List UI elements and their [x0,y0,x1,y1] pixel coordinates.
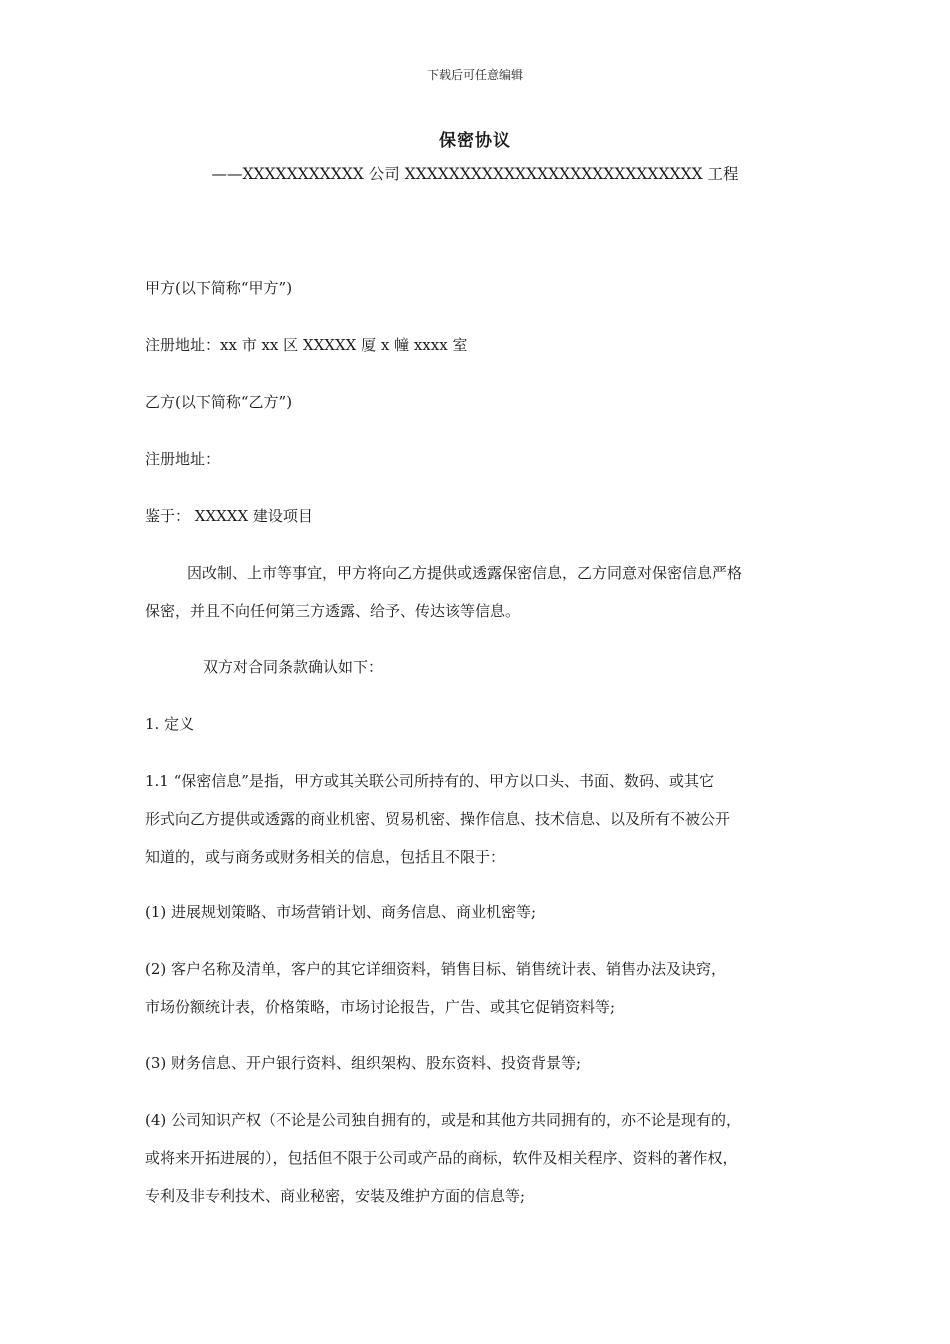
header-note: 下载后可任意编辑 [426,68,523,82]
section-1-block [145,705,810,743]
whereas-line: 鉴于： XXXXX 建设项目 [145,507,313,525]
document-title: 保密协议 [439,131,511,151]
party-b-line: 乙方(以下简称“乙方”) [145,393,293,411]
clause-1-1-line-3: 知道的，或与商务或财务相关的信息，包括且不限于： [145,848,506,866]
item-2-block [145,950,810,1026]
address-a-line: 注册地址：xx 市 xx 区 XXXXX 厦 x 幢 xxxx 室 [145,336,468,354]
party-a-line: 甲方(以下简称“甲方”) [145,279,293,297]
item-2-line-1: (2) 客户名称及清单，客户的其它详细资料，销售目标、销售统计表、销售办法及诀窍， [145,960,727,978]
item-4-line-3: 专利及非专利技术、商业秘密，安装及维护方面的信息等; [145,1187,526,1205]
address-b-block [145,440,810,478]
item-4-line-1: (4) 公司知识产权（不论是公司独自拥有的，或是和其他方共同拥有的，亦不论是现有的， [145,1111,742,1129]
clause-1-1-block [145,762,810,876]
item-2-line-2: 市场份额统计表，价格策略，市场讨论报告，广告、或其它促销资料等; [145,998,616,1016]
party-a-block [145,269,810,307]
address-b-line: 注册地址： [145,450,221,468]
item-1-line: (1) 进展规划策略、市场营销计划、商务信息、商业机密等; [145,903,537,921]
address-a-block [145,326,810,364]
whereas-block [145,497,810,535]
item-3-line: (3) 财务信息、开户银行资料、组织架构、股东资料、投资背景等; [145,1054,582,1072]
document-subtitle: ——XXXXXXXXXXX 公司 XXXXXXXXXXXXXXXXXXXXXXXXXXX 工程 [211,165,739,183]
party-b-block [145,383,810,421]
section-1-heading: 1. 定义 [145,715,195,733]
clause-1-1-line-2: 形式向乙方提供或透露的商业机密、贸易机密、操作信息、技术信息、以及所有不被公开 [145,810,731,828]
recital-line-2: 保密，并且不向任何第三方透露、给予、传达该等信息。 [145,602,521,620]
item-3-block [145,1044,810,1082]
recital-line-1: 因改制、上市等事宜，甲方将向乙方提供或透露保密信息，乙方同意对保密信息严格 [187,564,743,582]
item-4-block [145,1101,810,1215]
item-1-block [145,893,810,931]
clause-1-1-line-1: 1.1 “保密信息”是指，甲方或其关联公司所持有的、甲方以口头、书面、数码、或其它 [145,772,714,790]
agreement-intro-line: 双方对合同条款确认如下： [203,658,384,676]
recital-block [145,554,810,630]
agreement-intro-block [145,648,810,686]
item-4-line-2: 或将来开拓进展的），包括但不限于公司或产品的商标，软件及相关程序、资料的著作权， [145,1149,738,1167]
